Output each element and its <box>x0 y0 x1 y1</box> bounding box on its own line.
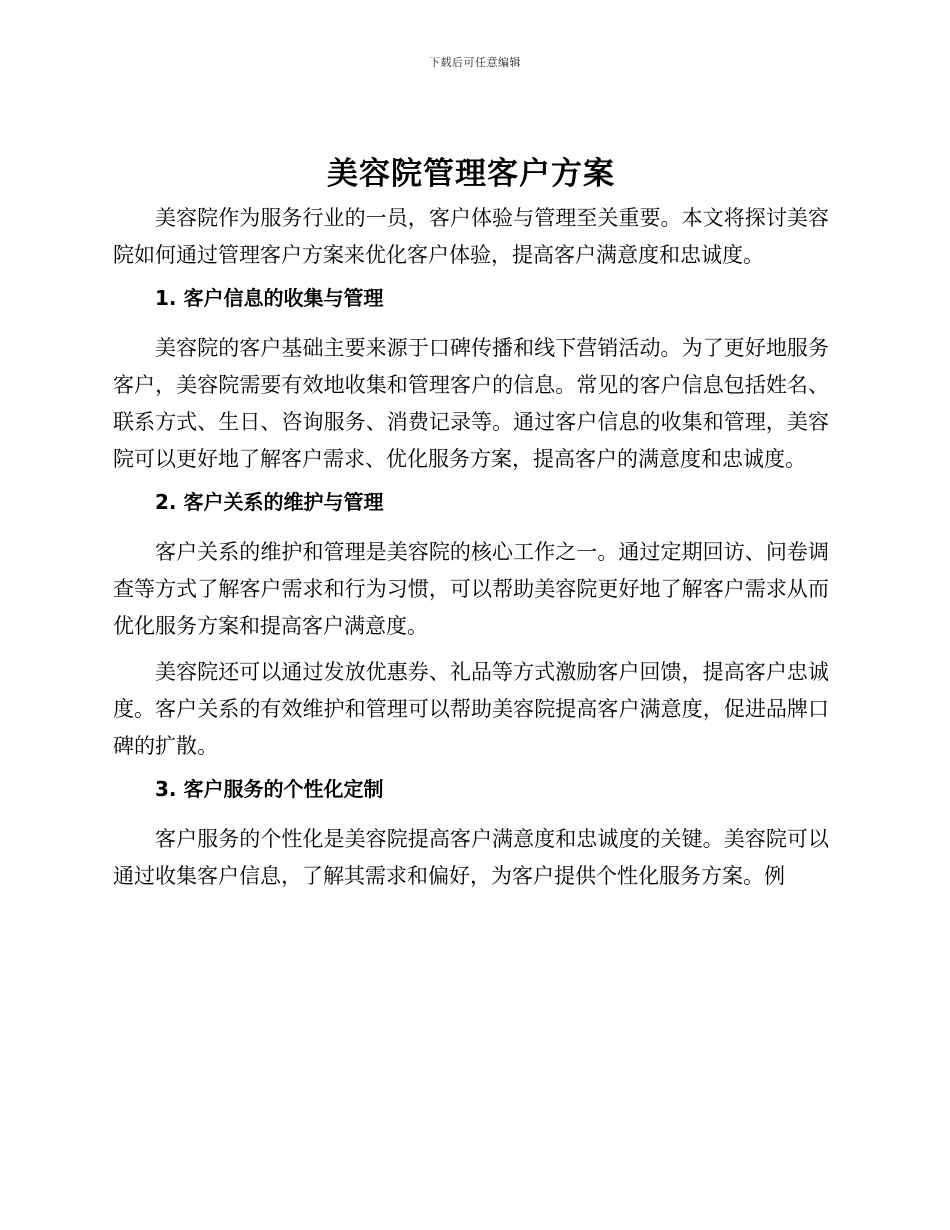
section-1-paragraph-1: 美容院的客户基础主要来源于口碑传播和线下营销活动。为了更好地服务客户，美容院需要有效地收集和管理客户的信息。常见的客户信息包括姓名、联系方式、生日、咨询服务、消费记录等。通过客户信息的收集和管理，美容院可以更好地了解客户需求、优化服务方案，提高客户的满意度和忠诚度。 <box>113 336 829 471</box>
section-1 <box>113 283 829 478</box>
section-1-heading: 1. 客户信息的收集与管理 <box>155 286 384 310</box>
section-3 <box>113 774 829 895</box>
section-3-heading: 3. 客户服务的个性化定制 <box>155 777 384 801</box>
intro-paragraph: 美容院作为服务行业的一员，客户体验与管理至关重要。本文将探讨美容院如何通过管理客户方案来优化客户体验，提高客户满意度和忠诚度。 <box>113 206 829 267</box>
section-3-paragraph-1: 客户服务的个性化是美容院提高客户满意度和忠诚度的关键。美容院可以通过收集客户信息，了解其需求和偏好，为客户提供个性化服务方案。例 <box>113 827 829 888</box>
section-2-paragraph-2: 美容院还可以通过发放优惠券、礼品等方式激励客户回馈，提高客户忠诚度。客户关系的有效维护和管理可以帮助美容院提高客户满意度，促进品牌口碑的扩散。 <box>113 660 829 758</box>
header-note: 下载后可任意编辑 <box>429 56 521 69</box>
document-title: 美容院管理客户方案 <box>327 156 615 192</box>
section-2-heading: 2. 客户关系的维护与管理 <box>155 490 384 514</box>
document-body <box>113 148 829 904</box>
section-2 <box>113 487 829 765</box>
section-2-paragraph-1: 客户关系的维护和管理是美容院的核心工作之一。通过定期回访、问卷调查等方式了解客户需求和行为习惯，可以帮助美容院更好地了解客户需求从而优化服务方案和提高客户满意度。 <box>113 540 829 638</box>
